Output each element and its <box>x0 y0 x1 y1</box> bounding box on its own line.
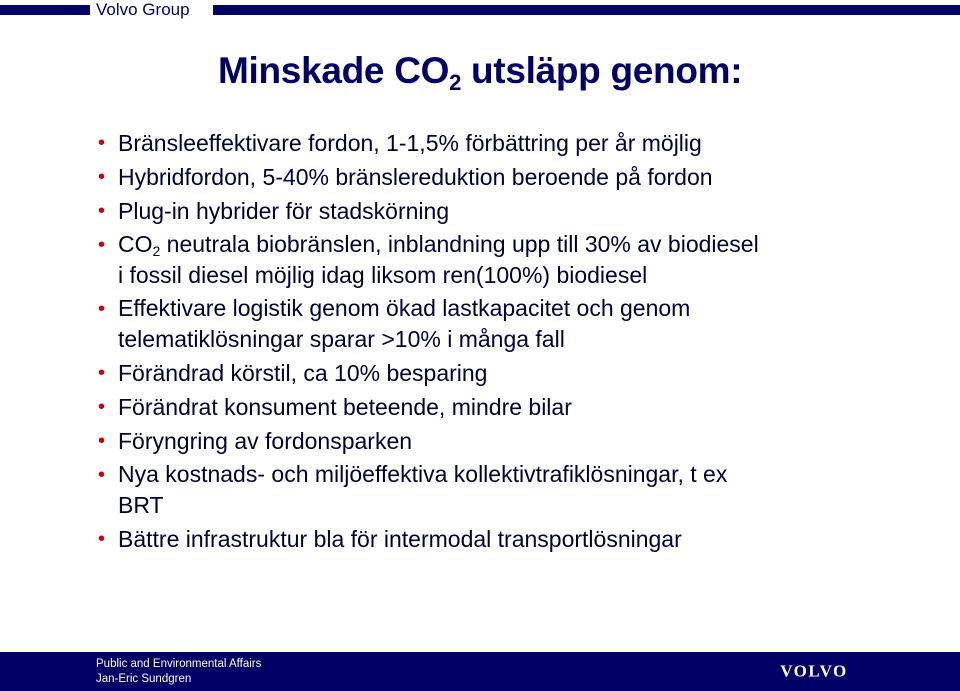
bullet-item <box>96 425 916 457</box>
bullet-dot-icon: • <box>98 200 106 222</box>
bullet-subscript: 2 <box>152 243 161 259</box>
bullet-item <box>96 459 916 521</box>
bullet-text-line1: Effektivare logistik genom ökad lastkapacitet och genom <box>118 295 691 321</box>
bullet-dot-icon: • <box>98 528 106 550</box>
slide-title <box>218 50 743 95</box>
top-header-strip <box>0 0 960 20</box>
title-subscript: 2 <box>449 70 462 95</box>
bullet-item <box>96 195 916 227</box>
bullet-dot-icon: • <box>98 396 106 418</box>
bullet-list <box>96 127 916 557</box>
bullet-item <box>96 391 916 423</box>
bullet-dot-icon: • <box>98 430 106 452</box>
bullet-text-line2: i fossil diesel möjlig idag liksom ren(100%) biodiesel <box>118 262 648 288</box>
bullet-item <box>96 127 916 159</box>
footer-text <box>96 657 261 687</box>
bullet-dot-icon: • <box>98 132 106 154</box>
bullet-dot-icon: • <box>98 362 106 384</box>
bullet-dot-icon: • <box>98 464 106 486</box>
logo-wordmark: VOLVO <box>780 661 848 681</box>
volvo-logo-icon <box>766 661 862 681</box>
bullet-item <box>96 357 916 389</box>
header-bar-right <box>213 5 960 15</box>
bullet-item <box>96 229 916 291</box>
bullet-text-line2: BRT <box>118 492 164 518</box>
bullet-item <box>96 523 916 555</box>
bullet-dot-icon: • <box>98 166 106 188</box>
bullet-text-prefix: CO <box>118 231 153 257</box>
bullet-text-line2: telematiklösningar sparar >10% i många fall <box>118 326 565 352</box>
bullet-text: Förändrat konsument beteende, mindre bilar <box>118 394 572 420</box>
bullet-dot-icon: • <box>98 234 106 256</box>
bullet-text: Plug-in hybrider för stadskörning <box>118 198 450 224</box>
title-suffix: utsläpp genom: <box>461 50 743 91</box>
bullet-text: Förändrad körstil, ca 10% besparing <box>118 360 488 386</box>
bullet-item <box>96 293 916 355</box>
header-bar-left <box>0 5 90 15</box>
title-prefix: Minskade CO <box>218 50 450 91</box>
bullet-text: Bättre infrastruktur bla för intermodal transportlösningar <box>118 526 682 552</box>
footer-department: Public and Environmental Affairs <box>96 658 262 670</box>
bullet-dot-icon: • <box>98 298 106 320</box>
bullet-item <box>96 161 916 193</box>
header-brand: Volvo Group <box>96 0 190 19</box>
footer-author: Jan-Eric Sundgren <box>96 673 192 685</box>
bullet-text: Föryngring av fordonsparken <box>118 428 413 454</box>
bullet-text: Hybridfordon, 5-40% bränslereduktion beroende på fordon <box>118 164 713 190</box>
bullet-text: Bränsleeffektivare fordon, 1-1,5% förbättring per år möjlig <box>118 130 702 156</box>
bullet-text-line1: neutrala biobränslen, inblandning upp till 30% av biodiesel <box>160 231 759 257</box>
bullet-text-line1: Nya kostnads- och miljöeffektiva kollektivtrafiklösningar, t ex <box>118 461 728 487</box>
footer-bar <box>0 652 960 691</box>
